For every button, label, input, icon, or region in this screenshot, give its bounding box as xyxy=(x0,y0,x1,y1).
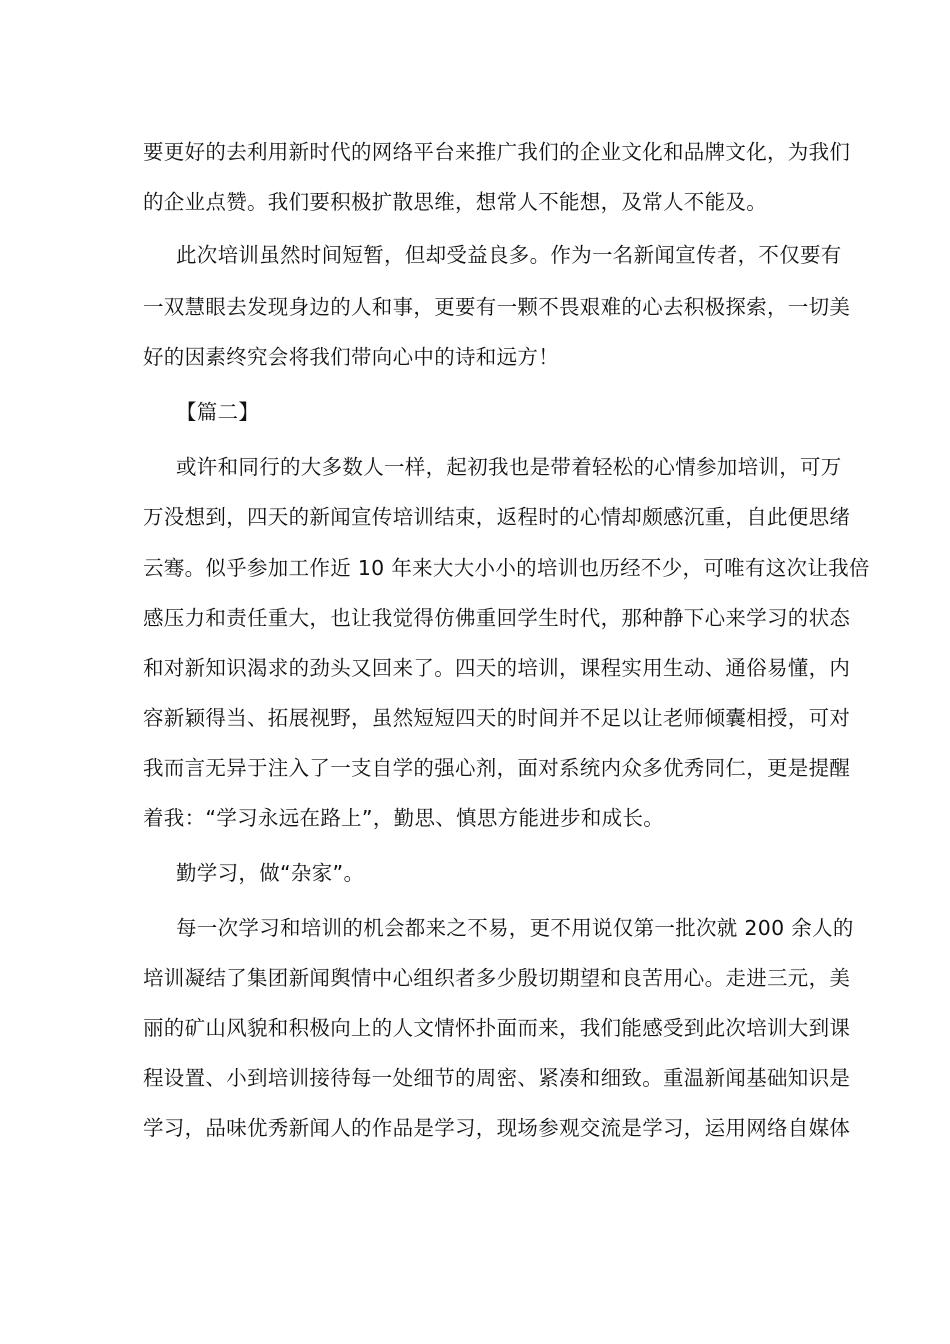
text-line: 好的因素终究会将我们带向心中的诗和远方！ xyxy=(143,345,559,369)
paragraph-first-line: 每一次学习和培训的机会都来之不易，更不用说仅第一批次就 200 余人的 xyxy=(176,916,854,940)
text-line: 着我：“学习永远在路上”，勤思、慎思方能进步和成长。 xyxy=(143,806,665,830)
paragraph-first-line: 此次培训虽然时间短暂，但却受益良多。作为一名新闻宣传者，不仅要有 xyxy=(176,243,842,267)
paragraph-first-line: 或许和同行的大多数人一样，起初我也是带着轻松的心情参加培训，可万 xyxy=(176,455,842,479)
text-line: 丽的矿山风貌和积极向上的人文情怀扑面而来，我们能感受到此次培训大到课 xyxy=(143,1016,851,1040)
text-line: 我而言无异于注入了一支自学的强心剂，面对系统内众多优秀同仁，更是提醒 xyxy=(143,756,851,780)
subheading-line: 勤学习，做“杂家”。 xyxy=(176,861,365,885)
text-line: 感压力和责任重大，也让我觉得仿佛重回学生时代，那种静下心来学习的状态 xyxy=(143,606,851,630)
text-line: 的企业点赞。我们要积极扩散思维，想常人不能想，及常人不能及。 xyxy=(143,190,767,214)
text-line: 一双慧眼去发现身边的人和事，更要有一颗不畏艰难的心去积极探索，一切美 xyxy=(143,295,851,319)
section-heading: 【篇二】 xyxy=(176,400,260,424)
text-line: 要更好的去利用新时代的网络平台来推广我们的企业文化和品牌文化，为我们 xyxy=(143,140,851,164)
text-line: 学习，品味优秀新闻人的作品是学习，现场参观交流是学习，运用网络自媒体 xyxy=(143,1116,851,1140)
text-line: 万没想到，四天的新闻宣传培训结束，返程时的心情却颇感沉重，自此便思绪 xyxy=(143,505,851,529)
text-line: 容新颖得当、拓展视野，虽然短短四天的时间并不足以让老师倾囊相授，可对 xyxy=(143,706,851,730)
text-line: 培训凝结了集团新闻舆情中心组织者多少殷切期望和良苦用心。走进三元，美 xyxy=(143,966,851,990)
text-line: 云骞。似乎参加工作近 10 年来大大小小的培训也历经不少，可唯有这次让我倍 xyxy=(143,556,870,580)
text-line: 和对新知识渴求的劲头又回来了。四天的培训，课程实用生动、通俗易懂，内 xyxy=(143,656,851,680)
text-line: 程设置、小到培训接待每一处细节的周密、紧凑和细致。重温新闻基础知识是 xyxy=(143,1066,851,1090)
